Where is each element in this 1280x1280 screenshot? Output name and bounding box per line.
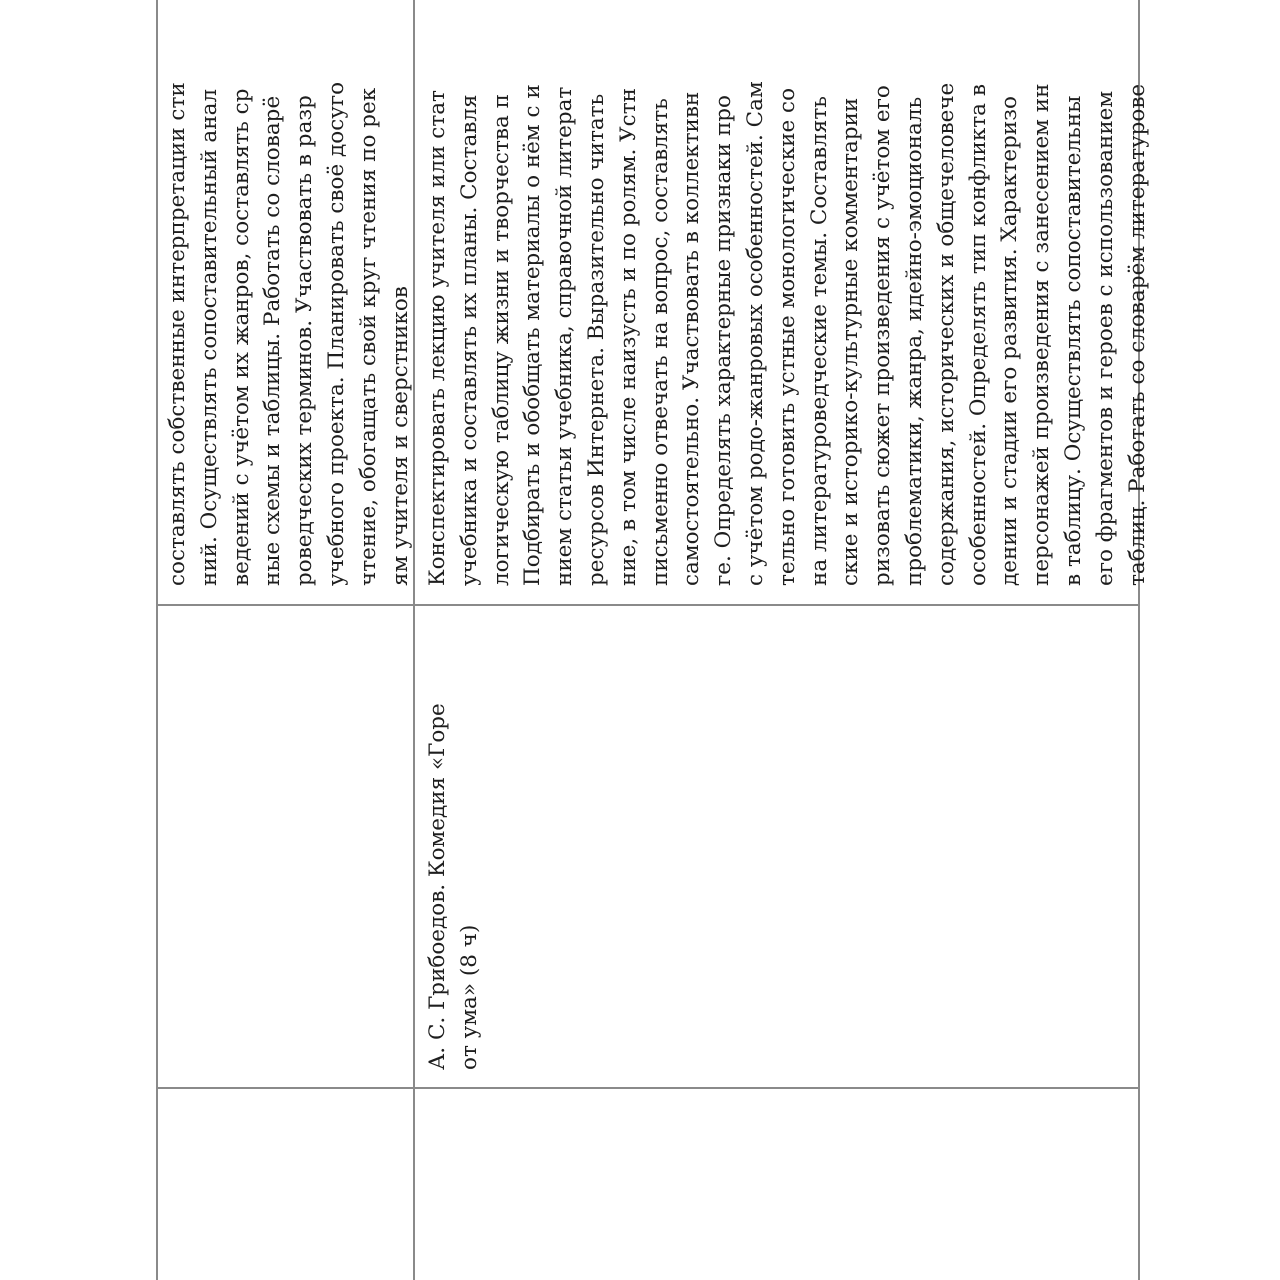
next-row-activities-cell <box>416 1089 1138 1280</box>
griboedov-activities-cell-text <box>422 0 1150 586</box>
prev-row-activities: составлять собственные интерпретации сти ний. Осуществлять сопоставительный анал ведений с учётом их жанров, составлять ср ные схемы и таблицы. Работать со словарё роведческих терминов. Участвовать в разр учебного проекта. Планировать своё досуго чтение, обогащать свой круг чтения по рек ям учителя и сверстников <box>165 81 413 586</box>
griboedov-activities: Конспектировать лекцию учителя или стат учебника и составлять их планы. Составля логическую таблицу жизни и творчества п Подбирать и обобщать материалы о нём с и нием статьи учебника, справочной литерат ресурсов Интернета. Выразительно читать ние, в том числе наизусть и по ролям. Устн письменно отвечать на вопрос, составлять самостоятельно. Участвовать в коллективн ге. Определять характерные признаки про с учётом родо-жанровых особенностей. Сам тельно готовить устные монологические со на литературоведческие темы. Составлять ские и историко-культурные комментарии ризовать сюжет произведения с учётом его проблематики, жанра, идейно-эмоциональ содержания, исторических и общечеловече особенностей. Определять тип конфликта в дении и стадии его развития. Характеризо персонажей произведения с занесением ин в таблицу. Осуществлять сопоставительны его фрагментов и героев с использованием таблиц. Работать со словарём литературове <box>425 81 1150 586</box>
next-row-topic-cell <box>158 1089 413 1280</box>
griboedov-topic-cell <box>422 608 502 1070</box>
griboedov-topic: А. С. Грибоедов. Комедия «Горе от ума» (8 ч) <box>425 703 482 1070</box>
table-row-divider-1 <box>156 604 1140 606</box>
